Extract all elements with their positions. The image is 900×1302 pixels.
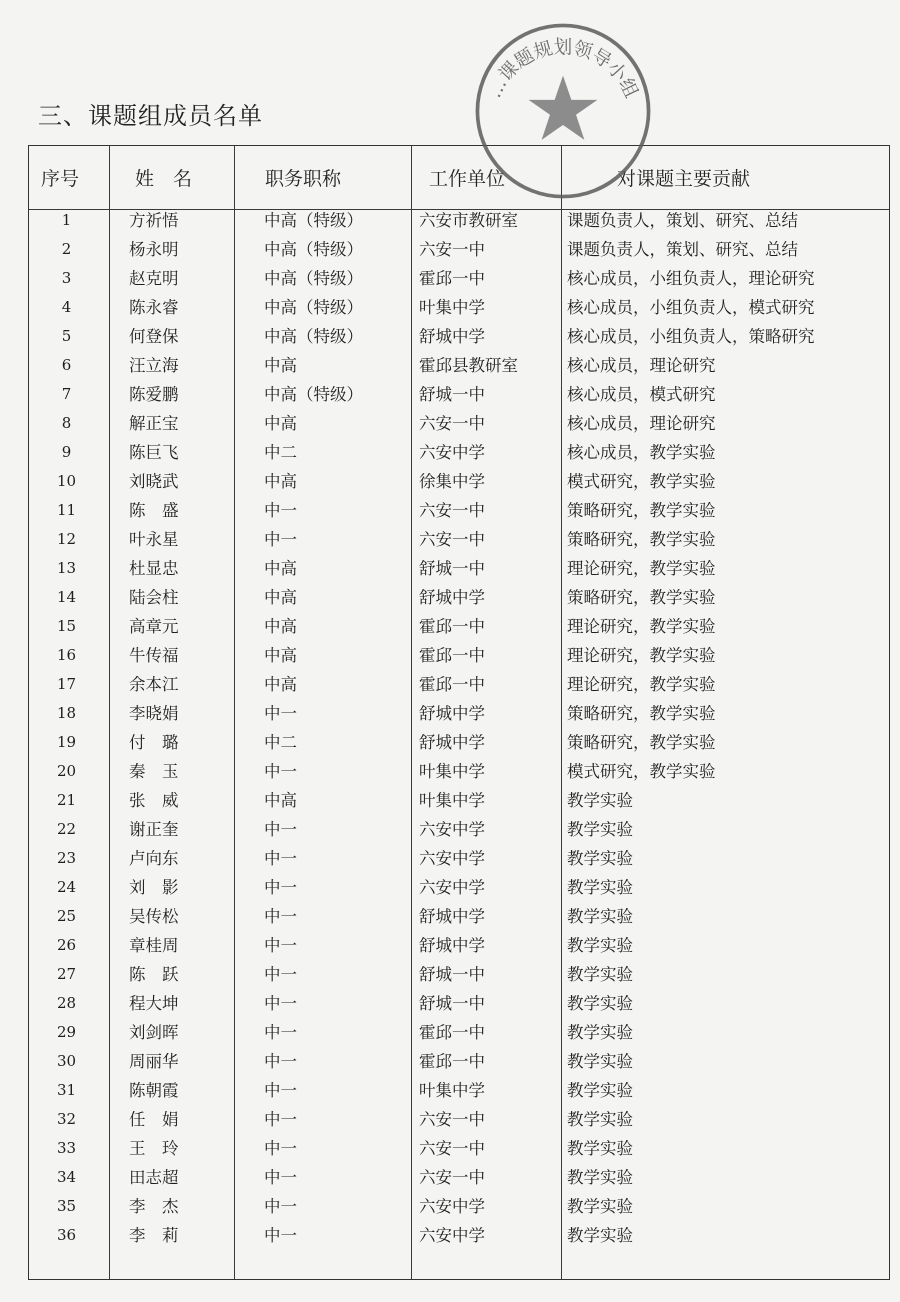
row-contribution: 理论研究，教学实验 bbox=[567, 617, 716, 636]
row-title: 中一 bbox=[264, 1168, 297, 1187]
row-title: 中高 bbox=[264, 617, 297, 636]
row-no: 1 bbox=[61, 211, 72, 229]
row-unit: 霍邱一中 bbox=[419, 675, 485, 694]
row-no: 8 bbox=[61, 414, 72, 432]
row-unit: 霍邱一中 bbox=[419, 617, 485, 636]
row-no: 21 bbox=[56, 791, 77, 809]
row-no: 31 bbox=[56, 1081, 77, 1099]
row-contribution: 教学实验 bbox=[567, 965, 633, 984]
row-unit: 舒城中学 bbox=[419, 733, 485, 752]
table-row bbox=[29, 844, 891, 873]
header-no: 序号 bbox=[41, 168, 80, 190]
row-contribution: 核心成员，小组负责人，理论研究 bbox=[567, 269, 815, 288]
row-name: 高章元 bbox=[129, 617, 179, 636]
row-no: 17 bbox=[56, 675, 77, 693]
row-no: 14 bbox=[56, 588, 77, 606]
row-contribution: 核心成员，教学实验 bbox=[567, 443, 716, 462]
row-no: 33 bbox=[56, 1139, 77, 1157]
row-unit: 六安市教研室 bbox=[419, 211, 518, 230]
row-no: 6 bbox=[61, 356, 72, 374]
row-title: 中一 bbox=[264, 965, 297, 984]
row-title: 中一 bbox=[264, 1023, 297, 1042]
row-no: 24 bbox=[56, 878, 77, 896]
row-title: 中一 bbox=[264, 1139, 297, 1158]
table-row bbox=[29, 496, 891, 525]
row-title: 中一 bbox=[264, 936, 297, 955]
row-name: 李 莉 bbox=[129, 1226, 179, 1245]
row-name: 余本江 bbox=[129, 675, 179, 694]
row-name: 刘 影 bbox=[129, 878, 179, 897]
row-title: 中高（特级） bbox=[264, 327, 363, 346]
row-no: 36 bbox=[56, 1226, 77, 1244]
row-no: 10 bbox=[56, 472, 77, 490]
table-row bbox=[29, 467, 891, 496]
row-contribution: 策略研究，教学实验 bbox=[567, 530, 716, 549]
row-no: 18 bbox=[56, 704, 77, 722]
table-row bbox=[29, 206, 891, 235]
row-title: 中一 bbox=[264, 907, 297, 926]
row-title: 中一 bbox=[264, 1052, 297, 1071]
row-contribution: 教学实验 bbox=[567, 1197, 633, 1216]
row-no: 20 bbox=[56, 762, 77, 780]
row-title: 中二 bbox=[264, 733, 297, 752]
row-unit: 舒城中学 bbox=[419, 907, 485, 926]
row-contribution: 教学实验 bbox=[567, 878, 633, 897]
row-title: 中一 bbox=[264, 994, 297, 1013]
row-contribution: 教学实验 bbox=[567, 1226, 633, 1245]
row-contribution: 核心成员，小组负责人，策略研究 bbox=[567, 327, 815, 346]
table-row bbox=[29, 728, 891, 757]
row-unit: 叶集中学 bbox=[419, 791, 485, 810]
row-name: 汪立海 bbox=[129, 356, 179, 375]
row-unit: 六安中学 bbox=[419, 820, 485, 839]
row-name: 刘晓武 bbox=[129, 472, 179, 491]
table-row bbox=[29, 1221, 891, 1250]
row-title: 中高 bbox=[264, 472, 297, 491]
row-name: 田志超 bbox=[129, 1168, 179, 1187]
row-name: 李晓娟 bbox=[129, 704, 179, 723]
row-name: 牛传福 bbox=[129, 646, 179, 665]
row-title: 中一 bbox=[264, 762, 297, 781]
section-title: 三、课题组成员名单 bbox=[38, 102, 263, 130]
table-row bbox=[29, 1134, 891, 1163]
row-contribution: 教学实验 bbox=[567, 820, 633, 839]
row-no: 19 bbox=[56, 733, 77, 751]
row-name: 方祈悟 bbox=[129, 211, 179, 230]
row-unit: 六安一中 bbox=[419, 501, 485, 520]
row-no: 15 bbox=[56, 617, 77, 635]
row-contribution: 策略研究，教学实验 bbox=[567, 733, 716, 752]
row-contribution: 核心成员，理论研究 bbox=[567, 414, 716, 433]
row-contribution: 核心成员，理论研究 bbox=[567, 356, 716, 375]
row-no: 4 bbox=[61, 298, 72, 316]
row-no: 5 bbox=[61, 327, 72, 345]
row-unit: 舒城中学 bbox=[419, 588, 485, 607]
row-no: 22 bbox=[56, 820, 77, 838]
row-title: 中高（特级） bbox=[264, 269, 363, 288]
row-name: 程大坤 bbox=[129, 994, 179, 1013]
row-no: 12 bbox=[56, 530, 77, 548]
row-contribution: 教学实验 bbox=[567, 1052, 633, 1071]
row-name: 章桂周 bbox=[129, 936, 179, 955]
row-contribution: 课题负责人，策划、研究、总结 bbox=[567, 211, 798, 230]
row-unit: 叶集中学 bbox=[419, 762, 485, 781]
row-title: 中高（特级） bbox=[264, 240, 363, 259]
row-contribution: 策略研究，教学实验 bbox=[567, 501, 716, 520]
table-row bbox=[29, 235, 891, 264]
row-name: 张 威 bbox=[129, 791, 179, 810]
row-unit: 六安中学 bbox=[419, 1197, 485, 1216]
row-title: 中一 bbox=[264, 849, 297, 868]
row-name: 何登保 bbox=[129, 327, 179, 346]
header-unit: 工作单位 bbox=[429, 168, 506, 190]
row-title: 中高（特级） bbox=[264, 385, 363, 404]
table-body bbox=[29, 206, 891, 1250]
row-contribution: 教学实验 bbox=[567, 936, 633, 955]
row-contribution: 教学实验 bbox=[567, 994, 633, 1013]
row-name: 赵克明 bbox=[129, 269, 179, 288]
row-unit: 六安一中 bbox=[419, 240, 485, 259]
row-contribution: 策略研究，教学实验 bbox=[567, 704, 716, 723]
row-name: 周丽华 bbox=[129, 1052, 179, 1071]
row-contribution: 理论研究，教学实验 bbox=[567, 559, 716, 578]
row-unit: 霍邱县教研室 bbox=[419, 356, 518, 375]
row-no: 29 bbox=[56, 1023, 77, 1041]
row-no: 27 bbox=[56, 965, 77, 983]
table-row bbox=[29, 815, 891, 844]
row-name: 陈永睿 bbox=[129, 298, 179, 317]
row-title: 中一 bbox=[264, 1110, 297, 1129]
table-row bbox=[29, 1047, 891, 1076]
row-name: 陈朝霞 bbox=[129, 1081, 179, 1100]
table-row bbox=[29, 699, 891, 728]
row-contribution: 策略研究，教学实验 bbox=[567, 588, 716, 607]
row-no: 13 bbox=[56, 559, 77, 577]
table-row bbox=[29, 380, 891, 409]
table-row bbox=[29, 322, 891, 351]
row-title: 中一 bbox=[264, 530, 297, 549]
row-title: 中一 bbox=[264, 1226, 297, 1245]
row-unit: 六安一中 bbox=[419, 530, 485, 549]
row-unit: 舒城一中 bbox=[419, 559, 485, 578]
row-name: 谢正奎 bbox=[129, 820, 179, 839]
row-title: 中一 bbox=[264, 501, 297, 520]
row-title: 中高 bbox=[264, 675, 297, 694]
row-title: 中一 bbox=[264, 1197, 297, 1216]
row-contribution: 模式研究，教学实验 bbox=[567, 472, 716, 491]
row-contribution: 教学实验 bbox=[567, 1110, 633, 1129]
row-unit: 六安一中 bbox=[419, 1139, 485, 1158]
row-name: 吴传松 bbox=[129, 907, 179, 926]
table-row bbox=[29, 1105, 891, 1134]
table-row bbox=[29, 264, 891, 293]
row-unit: 六安中学 bbox=[419, 1226, 485, 1245]
row-no: 30 bbox=[56, 1052, 77, 1070]
row-name: 刘剑晖 bbox=[129, 1023, 179, 1042]
row-title: 中一 bbox=[264, 1081, 297, 1100]
row-name: 陈巨飞 bbox=[129, 443, 179, 462]
row-contribution: 教学实验 bbox=[567, 907, 633, 926]
table-row bbox=[29, 670, 891, 699]
table-row bbox=[29, 612, 891, 641]
header-name: 姓 名 bbox=[135, 168, 193, 190]
row-unit: 霍邱一中 bbox=[419, 269, 485, 288]
row-no: 34 bbox=[56, 1168, 77, 1186]
table-row bbox=[29, 351, 891, 380]
row-name: 杜显忠 bbox=[129, 559, 179, 578]
row-contribution: 理论研究，教学实验 bbox=[567, 646, 716, 665]
row-name: 卢向东 bbox=[129, 849, 179, 868]
row-unit: 叶集中学 bbox=[419, 298, 485, 317]
row-unit: 舒城一中 bbox=[419, 994, 485, 1013]
row-unit: 六安中学 bbox=[419, 849, 485, 868]
table-row bbox=[29, 989, 891, 1018]
row-title: 中二 bbox=[264, 443, 297, 462]
row-unit: 六安一中 bbox=[419, 1110, 485, 1129]
row-no: 16 bbox=[56, 646, 77, 664]
row-no: 3 bbox=[61, 269, 72, 287]
row-contribution: 教学实验 bbox=[567, 1081, 633, 1100]
row-unit: 舒城中学 bbox=[419, 704, 485, 723]
row-title: 中一 bbox=[264, 704, 297, 723]
row-unit: 舒城中学 bbox=[419, 327, 485, 346]
row-name: 解正宝 bbox=[129, 414, 179, 433]
row-unit: 霍邱一中 bbox=[419, 646, 485, 665]
table-row bbox=[29, 1163, 891, 1192]
row-title: 中高（特级） bbox=[264, 211, 363, 230]
row-title: 中一 bbox=[264, 820, 297, 839]
row-unit: 舒城一中 bbox=[419, 385, 485, 404]
row-contribution: 理论研究，教学实验 bbox=[567, 675, 716, 694]
row-unit: 徐集中学 bbox=[419, 472, 485, 491]
header-contribution: 对课题主要贡献 bbox=[617, 168, 751, 190]
row-name: 任 娟 bbox=[129, 1110, 179, 1129]
row-title: 中高（特级） bbox=[264, 298, 363, 317]
row-no: 26 bbox=[56, 936, 77, 954]
row-no: 23 bbox=[56, 849, 77, 867]
seal-star-icon bbox=[529, 76, 598, 140]
table-row bbox=[29, 931, 891, 960]
table-row bbox=[29, 525, 891, 554]
row-contribution: 教学实验 bbox=[567, 1023, 633, 1042]
seal-text: …课题规划领导小组 bbox=[484, 37, 642, 102]
row-title: 中高 bbox=[264, 791, 297, 810]
row-name: 李 杰 bbox=[129, 1197, 179, 1216]
row-title: 中一 bbox=[264, 878, 297, 897]
table-row bbox=[29, 960, 891, 989]
header-title: 职务职称 bbox=[265, 168, 342, 190]
row-name: 陈 跃 bbox=[129, 965, 179, 984]
row-unit: 六安中学 bbox=[419, 878, 485, 897]
row-unit: 叶集中学 bbox=[419, 1081, 485, 1100]
table-row bbox=[29, 873, 891, 902]
row-title: 中高 bbox=[264, 559, 297, 578]
row-contribution: 教学实验 bbox=[567, 849, 633, 868]
row-no: 35 bbox=[56, 1197, 77, 1215]
row-unit: 霍邱一中 bbox=[419, 1052, 485, 1071]
table-row bbox=[29, 1018, 891, 1047]
row-contribution: 模式研究，教学实验 bbox=[567, 762, 716, 781]
table-row bbox=[29, 1076, 891, 1105]
row-no: 32 bbox=[56, 1110, 77, 1128]
row-no: 9 bbox=[61, 443, 72, 461]
row-contribution: 核心成员，模式研究 bbox=[567, 385, 716, 404]
table-row bbox=[29, 786, 891, 815]
row-contribution: 教学实验 bbox=[567, 1139, 633, 1158]
row-unit: 舒城中学 bbox=[419, 936, 485, 955]
table-row bbox=[29, 293, 891, 322]
row-title: 中高 bbox=[264, 646, 297, 665]
row-name: 陈爱鹏 bbox=[129, 385, 179, 404]
table-row bbox=[29, 583, 891, 612]
row-name: 王 玲 bbox=[129, 1139, 179, 1158]
table-row bbox=[29, 1192, 891, 1221]
row-contribution: 教学实验 bbox=[567, 791, 633, 810]
table-row bbox=[29, 438, 891, 467]
row-no: 2 bbox=[61, 240, 72, 258]
row-name: 陈 盛 bbox=[129, 501, 179, 520]
row-unit: 六安一中 bbox=[419, 414, 485, 433]
row-no: 7 bbox=[61, 385, 72, 403]
row-title: 中高 bbox=[264, 414, 297, 433]
row-no: 25 bbox=[56, 907, 77, 925]
row-contribution: 教学实验 bbox=[567, 1168, 633, 1187]
table-row bbox=[29, 757, 891, 786]
row-unit: 舒城一中 bbox=[419, 965, 485, 984]
row-title: 中高 bbox=[264, 356, 297, 375]
row-name: 叶永星 bbox=[129, 530, 179, 549]
row-no: 28 bbox=[56, 994, 77, 1012]
row-name: 付 璐 bbox=[129, 733, 179, 752]
row-name: 秦 玉 bbox=[129, 762, 179, 781]
row-name: 杨永明 bbox=[129, 240, 179, 259]
member-table bbox=[28, 145, 890, 1280]
row-unit: 霍邱一中 bbox=[419, 1023, 485, 1042]
row-name: 陆会柱 bbox=[129, 588, 179, 607]
table-row bbox=[29, 902, 891, 931]
row-contribution: 课题负责人，策划、研究、总结 bbox=[567, 240, 798, 259]
row-unit: 六安中学 bbox=[419, 443, 485, 462]
row-no: 11 bbox=[56, 501, 77, 519]
row-unit: 六安一中 bbox=[419, 1168, 485, 1187]
table-row bbox=[29, 641, 891, 670]
table-row bbox=[29, 554, 891, 583]
row-title: 中高 bbox=[264, 588, 297, 607]
row-contribution: 核心成员，小组负责人，模式研究 bbox=[567, 298, 815, 317]
table-row bbox=[29, 409, 891, 438]
